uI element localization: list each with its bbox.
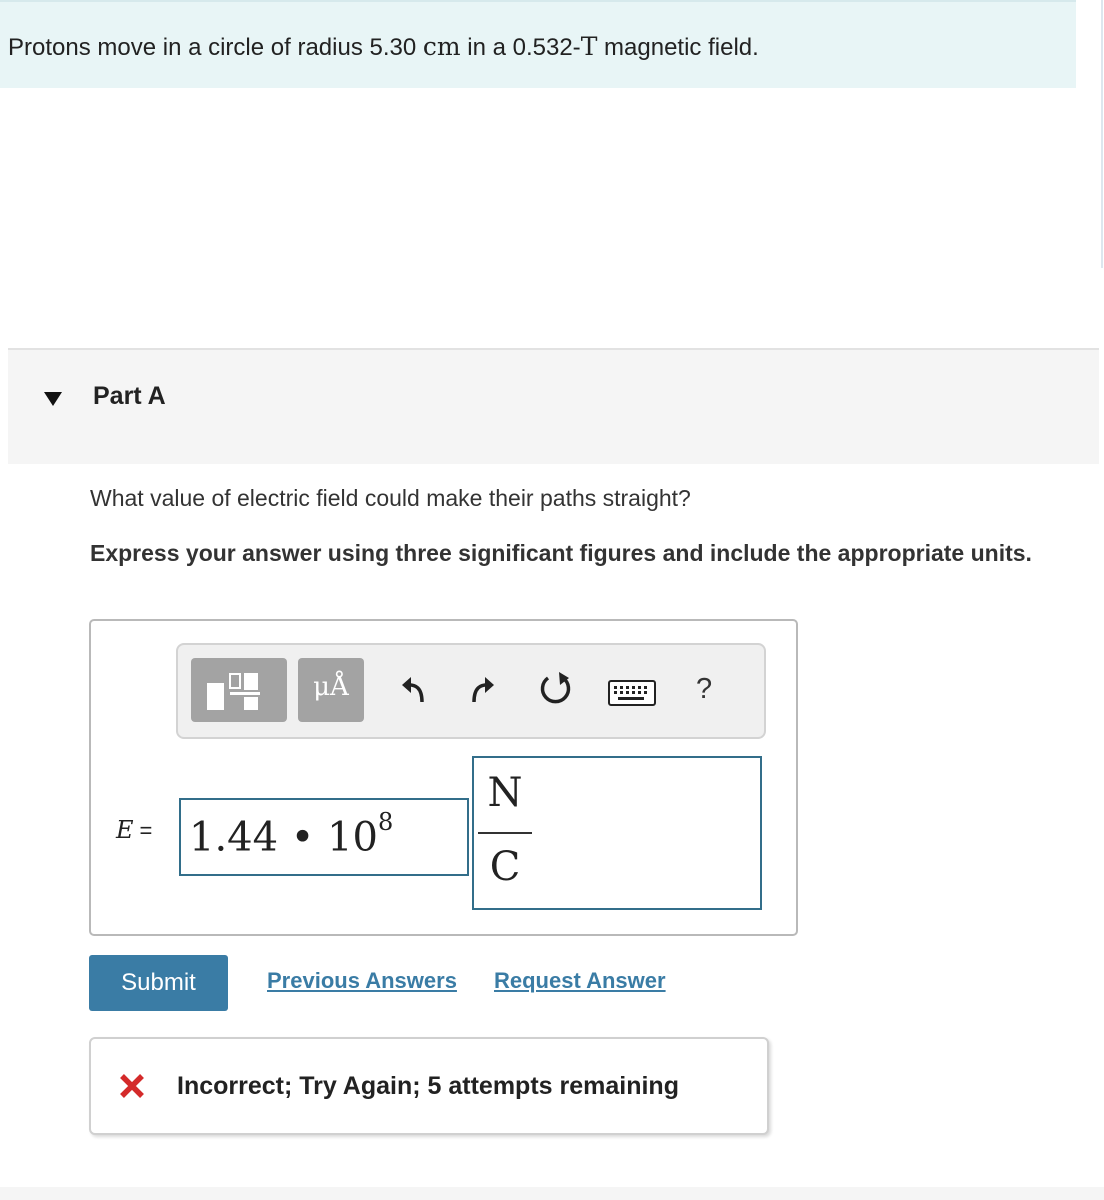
answer-exponent: 8: [378, 808, 394, 836]
problem-statement-banner: [0, 0, 1076, 88]
part-title: Part A: [93, 382, 166, 410]
problem-text-after: magnetic field.: [597, 34, 759, 61]
units-button[interactable]: [298, 658, 364, 722]
undo-icon[interactable]: [400, 672, 426, 706]
unit-tesla: T: [580, 32, 598, 61]
template-icon: [205, 672, 275, 712]
problem-text-before: Protons move in a circle of radius 5.30: [8, 34, 423, 61]
right-edge-divider: [1101, 0, 1103, 268]
math-toolbar: [176, 643, 766, 739]
reset-icon[interactable]: [538, 670, 574, 706]
previous-answers-link[interactable]: Previous Answers: [267, 968, 457, 993]
next-part-strip: [0, 1187, 1104, 1200]
feedback-message: Incorrect; Try Again; 5 attempts remaining: [177, 1072, 679, 1100]
answer-box: [89, 619, 798, 936]
help-button[interactable]: ?: [696, 673, 713, 705]
question-text: What value of electric field could make their paths straight?: [90, 485, 691, 511]
answer-base: 10: [327, 814, 378, 861]
units-label: μÅ: [313, 672, 349, 702]
equals-sign: =: [139, 818, 153, 843]
request-answer-link[interactable]: Request Answer: [494, 968, 666, 993]
answer-value-input[interactable]: [179, 798, 469, 876]
collapse-arrow-icon[interactable]: [44, 392, 62, 406]
answer-mantissa: 1.44: [189, 814, 279, 861]
multiply-dot: •: [290, 814, 315, 861]
template-button[interactable]: [191, 658, 287, 722]
answer-units-input[interactable]: [472, 756, 762, 910]
feedback-box: [89, 1037, 769, 1135]
submit-button[interactable]: Submit: [89, 955, 228, 1011]
fraction-bar: [478, 832, 532, 834]
part-a-header[interactable]: [8, 348, 1099, 464]
unit-numerator: N: [487, 770, 523, 816]
redo-icon[interactable]: [470, 672, 496, 706]
problem-text-mid: in a 0.532-: [460, 34, 581, 61]
unit-cm: cm: [422, 32, 461, 61]
keyboard-icon[interactable]: [608, 680, 656, 706]
incorrect-x-icon: [119, 1073, 145, 1099]
problem-statement: [8, 32, 759, 62]
instruction-text: Express your answer using three significant figures and include the appropriate units.: [90, 540, 1032, 566]
variable-label: [116, 816, 152, 844]
unit-denominator: C: [489, 844, 521, 890]
answer-value: [189, 808, 394, 861]
variable-name: E: [116, 816, 134, 844]
